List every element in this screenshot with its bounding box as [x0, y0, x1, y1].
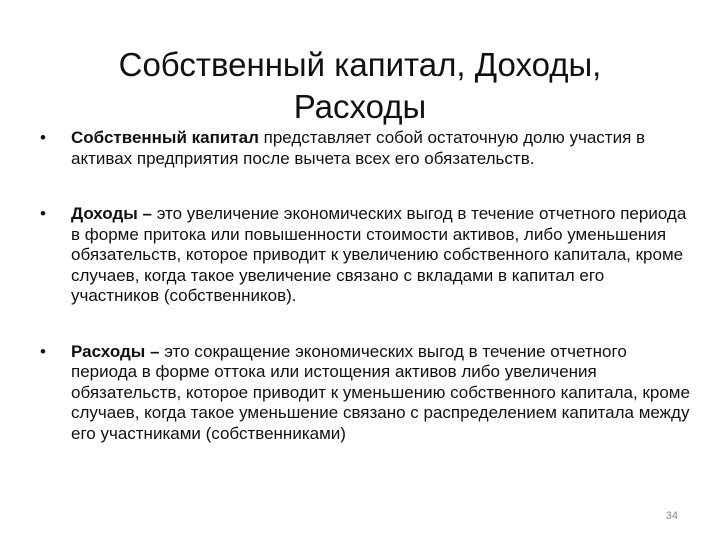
- bullet-marker: •: [40, 128, 46, 147]
- bullet-income: [40, 204, 690, 307]
- bullet-term: Расходы –: [71, 341, 160, 361]
- bullet-marker: •: [40, 341, 46, 361]
- bullet-text: это сокращение экономических выгод в течение отчетного периода в форме оттока или истощения активов либо увеличения обязательств, которое приводит к уменьшению собственного капитала, кроме случаев, когда такое уменьшение связано с распределением капитала между его участниками (собственниками): [71, 341, 690, 443]
- bullet-list: [40, 128, 690, 444]
- slide-title-line-2: Расходы: [293, 88, 427, 126]
- bullet-text: представляет собой остаточную долю участия в активах предприятия после вычета всех его обязательств.: [71, 128, 646, 168]
- bullet-expenses: [40, 342, 690, 445]
- bullet-term: Собственный капитал: [71, 128, 259, 147]
- page-number: 34: [665, 510, 678, 522]
- slide-title-line-1: Собственный капитал, Доходы,: [118, 46, 602, 84]
- bullet-equity: [40, 128, 690, 169]
- bullet-text: это увеличение экономических выгод в течение отчетного периода в форме притока или повышенности стоимости активов, либо уменьшения обязательств, которое приводит к увеличению собственного капитала, кроме случаев, когда такое увеличение связано с вкладами в капитал его участников (собственников).: [71, 204, 687, 305]
- bullet-marker: •: [40, 204, 46, 223]
- bullet-term: Доходы –: [71, 204, 152, 223]
- slide-title: [40, 44, 680, 128]
